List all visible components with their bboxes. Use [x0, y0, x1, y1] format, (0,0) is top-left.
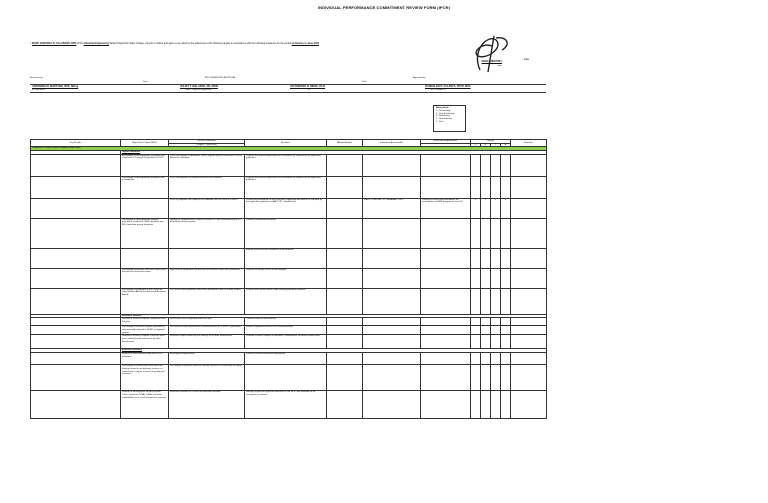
rating-q-cell [471, 176, 481, 198]
col-header-budget: Allotted Budget [327, 140, 363, 147]
remarks-cell [511, 198, 547, 218]
remarks-cell [511, 353, 547, 365]
rating-e-cell [481, 268, 491, 288]
col-header-rating: Rating [471, 140, 511, 144]
mfo-cell [31, 248, 121, 268]
ratee-role: ratee [497, 65, 502, 67]
rating-a-cell [501, 335, 511, 349]
unit-name: Industrial Engineering [83, 42, 109, 45]
remarks-cell [511, 154, 547, 176]
rating-q-cell: 4 [471, 198, 481, 218]
rating-t-cell: 4 [491, 198, 501, 218]
table-row [31, 391, 547, 419]
rating-a-cell [501, 365, 511, 391]
person-cell [363, 318, 421, 326]
kra-cell: Percentage of research outputs published in internationally-referred or CHED recognized journal [121, 326, 169, 335]
table-row [31, 365, 547, 391]
rating-scale-title: Rating Scale [436, 107, 449, 109]
kra-cell: Number of technologies transferred with LGUs, industries, NGAs, SMEs and other stakeholders as a result of extension activities [121, 391, 169, 419]
rating-scale-item: 1 - Poor [436, 120, 444, 123]
rating-a-cell [501, 326, 511, 335]
mfo-cell [31, 335, 121, 349]
rating-a-cell [501, 218, 511, 248]
rating-t-cell [491, 326, 501, 335]
ipcr-table [30, 139, 547, 419]
rating-a-cell [501, 176, 511, 198]
target-cell: No program implemented [169, 353, 245, 365]
budget-cell [327, 248, 363, 268]
accomplishment-cell: Prepare the necessary documents for accreditation of BSIE program for Level III [421, 198, 471, 218]
activity-cell: Conduct enrolment/Procedures [245, 218, 327, 248]
approved-by-label: Approved by: [413, 77, 426, 79]
approver-name: DANDALDO P. ZALANTA, RTCP, MPA [425, 85, 471, 88]
remarks-cell [511, 318, 547, 326]
kra-cell [121, 248, 169, 268]
budget-cell [327, 365, 363, 391]
ratee-date-label: Date [524, 58, 530, 61]
kra-cell: Percentage of undergraduate student population enrolled in CHED-identified and RDC-identified priority programs [121, 218, 169, 248]
rating-t-cell [491, 154, 501, 176]
rating-e-cell [481, 335, 491, 349]
table-row [31, 326, 547, 335]
rating-a-cell [501, 154, 511, 176]
rating-a-cell [501, 288, 511, 314]
remarks-cell [511, 326, 547, 335]
budget-cell [327, 176, 363, 198]
subsection-title: Research Services [121, 314, 547, 318]
target-cell: Number of undergraduate students enrolled in CHED-identified and RDC-identified priority programs [169, 218, 245, 248]
rating-a-cell [501, 391, 511, 419]
rating-e-cell [481, 318, 491, 326]
activity-cell: Conduct research and write up [245, 318, 327, 326]
col-header-accomplishments: Actual Accomplishments [421, 140, 471, 144]
rating-a-cell [501, 353, 511, 365]
activity-cell: Prepare and conduct tracer study among graduating students [245, 288, 327, 314]
rating-e-cell [481, 326, 491, 335]
rating-e-cell [481, 176, 491, 198]
rating-q-cell [471, 335, 481, 349]
remarks-cell [511, 335, 547, 349]
recommender2-name: VICTORIANO B. MEDE, Ph.D [290, 85, 326, 88]
signature-mark [466, 30, 516, 75]
accomplishment-cell [421, 353, 471, 365]
rating-t-cell [491, 318, 501, 326]
kra-cell: Percentage of beneficiaries who rated the training course/s and advisory services as satisfactory or higher in terms of quality and relevance [121, 365, 169, 391]
mfo-cell [31, 318, 121, 326]
rating-e-cell [481, 365, 491, 391]
col-header-remarks: Remarks [511, 140, 547, 147]
rating-a-cell: 4 [501, 198, 511, 218]
accomplishment-cell [421, 318, 471, 326]
person-cell [363, 353, 421, 365]
accomplishment-cell [421, 176, 471, 198]
person-cell [363, 218, 421, 248]
accomplishment-cell [421, 268, 471, 288]
activity-cell: Submit completed research to a refereed journal [245, 326, 327, 335]
kra-cell: Number of research outputs completed within the year [121, 318, 169, 326]
period-text: of January to June 2023 [291, 42, 319, 45]
col-header-kra: Major Final Output (MFO) [121, 140, 169, 147]
rating-q-cell [471, 391, 481, 419]
mfo-cell [31, 198, 121, 218]
rating-scale-item: 2 - Unsatisfactory [436, 118, 453, 121]
person-cell [363, 154, 421, 176]
accomplishment-cell [421, 326, 471, 335]
col-subheader-targets: (Targets + Measures) [169, 143, 245, 147]
rating-e-cell [481, 154, 491, 176]
mfo-cell [31, 326, 121, 335]
activity-cell: Identify prospective agencies/industries to the MOC and formalize to be consigned as partners [245, 391, 327, 419]
mfo-cell [31, 353, 121, 365]
remarks-cell [511, 391, 547, 419]
rating-q-cell [471, 248, 481, 268]
col-header-e: E [481, 143, 491, 147]
section-title: STRATEGIC FUNCTIONS/ PRIMARY KRA 100% [31, 147, 547, 151]
rating-scale-item: 3 - Satisfactory [436, 115, 450, 118]
budget-cell [327, 318, 363, 326]
kra-cell: Percentage of undergraduate programs with accreditation [121, 176, 169, 198]
budget-cell [327, 335, 363, 349]
rating-q-cell [471, 318, 481, 326]
rating-q-cell [471, 288, 481, 314]
table-row [31, 248, 547, 268]
budget-cell [327, 218, 363, 248]
col-header-mfo: Key Results [31, 140, 121, 147]
person-cell [363, 326, 421, 335]
activity-cell: Prepare and submit requirements for evaluation as required by the applicable guidelines [245, 176, 327, 198]
rating-e-cell [481, 353, 491, 365]
recommender1-name: JULIET T. MALAPAD, DE, MCM [180, 85, 218, 88]
table-body [31, 150, 547, 418]
budget-cell [327, 198, 363, 218]
table-row [31, 318, 547, 326]
rating-q-cell [471, 353, 481, 365]
activity-cell: Promote research outputs to industries, communities and other beneficiaries [245, 335, 327, 349]
table-row [31, 154, 547, 176]
rating-scale-item: 4 - Very Satisfactory [436, 112, 455, 115]
rating-t-cell [491, 176, 501, 198]
table-row [31, 198, 547, 218]
mfo-cell [31, 391, 121, 419]
ratee-signature-name: MARC JOEFFREY [481, 60, 502, 63]
rating-t-cell [491, 353, 501, 365]
mfo-cell [31, 218, 121, 248]
recommender2-role: VP [308, 89, 311, 91]
remarks-cell [511, 218, 547, 248]
activity-cell: Monitor and record the enrollment in the program [245, 248, 327, 268]
remarks-cell [511, 288, 547, 314]
remarks-cell [511, 365, 547, 391]
accomplishment-cell [421, 391, 471, 419]
mfo-cell [31, 365, 121, 391]
table-row [31, 335, 547, 349]
table-row [31, 288, 547, 314]
date-label-1: Date [143, 81, 148, 83]
budget-cell [327, 353, 363, 365]
intro-mid: of the [77, 42, 83, 45]
approvals-bottom-rule [30, 92, 546, 93]
kra-cell [121, 198, 169, 218]
kra-cell: Percentage of graduates in the Provincial Good Student Award that Received Academic Award [121, 288, 169, 314]
reviewer-name: ANTONINO M. MAPAYNO, RPE, MEng [32, 85, 79, 88]
rating-t-cell [491, 288, 501, 314]
person-cell [363, 248, 421, 268]
rating-q-cell [471, 365, 481, 391]
rating-t-cell [491, 268, 501, 288]
col-header-targets: Success Indicators [169, 140, 245, 144]
remarks-cell [511, 268, 547, 288]
accomplishment-cell [421, 365, 471, 391]
accomplishment-cell [421, 335, 471, 349]
rating-e-cell: 4 [481, 198, 491, 218]
person-cell [363, 335, 421, 349]
person-cell [363, 288, 421, 314]
kra-cell: Number of research outputs in the last three years utilized by the industry or by other beneficiaries [121, 335, 169, 349]
table-row [31, 176, 547, 198]
subsection-title: Higher Education [121, 150, 547, 154]
target-cell: 100% of programs in Academic Units/Program quality assessment: Sound Board for evaluation [169, 154, 245, 176]
target-cell: 100% of programs are ready for accreditation with no Level of Phase 3 [169, 198, 245, 218]
person-cell: MARC JOEFFREY R. CALABANO, RPO [363, 198, 421, 218]
mfo-cell [31, 176, 121, 198]
remarks-cell [511, 176, 547, 198]
table-row [31, 218, 547, 248]
rating-t-cell [491, 391, 501, 419]
kra-cell: Number of active partnerships with LGUs, industries [121, 353, 169, 365]
col-header-q: Q [471, 143, 481, 147]
target-cell: 100% of programs accredited/Sound for accreditation [169, 176, 245, 198]
person-cell [363, 365, 421, 391]
activity-cell: Conduct research/extension deployment [245, 353, 327, 365]
activity-cell: Prepare and submit requirements for evaluation as required by the applicable guidelines [245, 154, 327, 176]
kra-cell: Percentage of undergraduate programs with Certificate of Program Compliance (COPC) [121, 154, 169, 176]
mfo-cell [31, 154, 121, 176]
rating-e-cell [481, 391, 491, 419]
activity-cell: Prepare documentation of the necessary supporting documents as required by the applicable guidelines of AACCUP: submitted by [245, 198, 327, 218]
target-cell: Research output utilized by the industry or by other beneficiaries [169, 335, 245, 349]
intro-prefix: I, [30, 42, 32, 45]
rating-t-cell [491, 218, 501, 248]
rating-e-cell [481, 248, 491, 268]
kra-cell: Percentage of first-time licensure exam-takers that pass the licensure exams [121, 268, 169, 288]
rating-q-cell [471, 218, 481, 248]
activity-cell [245, 365, 327, 391]
rating-q-cell [471, 154, 481, 176]
ratee-name-inline: MARC JOEFFREY R. CALABANO, RPO [32, 42, 77, 45]
budget-cell [327, 288, 363, 314]
activity-cell: Prepare the design of the review program [245, 268, 327, 288]
col-header-a: A [501, 143, 511, 147]
rating-scale-legend [433, 105, 466, 132]
reviewer-role: IE Department [32, 89, 45, 91]
col-header-division: Individuals Accountable [363, 140, 421, 147]
form-title: INDIVIDUAL PERFORMANCE COMMITMENT REVIEW FORM (IPCR) [317, 5, 451, 10]
person-cell [363, 391, 421, 419]
rating-scale-item: 5 - Outstanding [436, 109, 451, 112]
recommender1-role: Dean, College of Engineering [185, 89, 212, 91]
person-cell [363, 176, 421, 198]
target-cell: Rate of BSIE graduates that passed the licensure exam after graduation [169, 268, 245, 288]
rating-q-cell [471, 326, 481, 335]
accomplishment-cell [421, 288, 471, 314]
rating-a-cell [501, 268, 511, 288]
accomplishment-cell [421, 154, 471, 176]
remarks-cell [511, 248, 547, 268]
mfo-cell [31, 268, 121, 288]
reviewed-by-label: Reviewed by: [30, 77, 44, 79]
approver-role: SUC President III [430, 89, 446, 91]
rating-t-cell [491, 335, 501, 349]
accomplishment-cell [421, 248, 471, 268]
rating-a-cell [501, 318, 511, 326]
table-row [31, 353, 547, 365]
table-row [31, 268, 547, 288]
budget-cell [327, 326, 363, 335]
budget-cell [327, 391, 363, 419]
date-label-2: Date [362, 81, 367, 83]
rating-t-cell [491, 248, 501, 268]
target-cell: Extension activities as a result of extension activities [169, 391, 245, 419]
budget-cell [327, 154, 363, 176]
person-cell [363, 268, 421, 288]
budget-cell [327, 268, 363, 288]
rating-e-cell [481, 288, 491, 314]
recommending-label: RECOMMENDING APPROVAL: [205, 77, 237, 79]
target-cell: No research was completed within the year [169, 318, 245, 326]
accomplishment-cell [421, 218, 471, 248]
intro-rest: Tarlac Polytechnic State College, commit to deliver and agree to be rated on the attainment of the following targets in accordance with the indicated measures for the period [109, 42, 292, 45]
mfo-cell [31, 288, 121, 314]
rating-t-cell [491, 365, 501, 391]
rating-q-cell [471, 268, 481, 288]
target-cell: No research output published in refereed journal for at least 1 publication [169, 326, 245, 335]
rating-e-cell [481, 218, 491, 248]
col-header-activities: Activities [245, 140, 327, 147]
rating-a-cell [501, 248, 511, 268]
target-cell: Percentage of partners rated the training services as satisfactory or higher [169, 365, 245, 391]
col-header-t: T [491, 143, 501, 147]
subsection-title: Extension Services [121, 349, 547, 353]
target-cell: 90% of the BSIE graduates have been absorbed in jobs or further studies [169, 288, 245, 314]
target-cell [169, 248, 245, 268]
